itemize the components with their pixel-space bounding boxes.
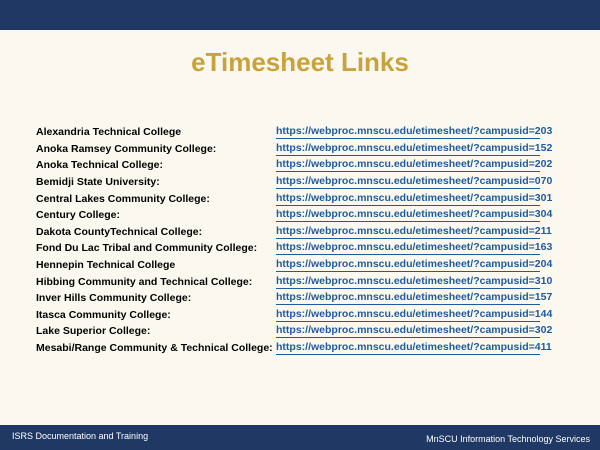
list-item xyxy=(36,224,552,241)
list-item xyxy=(36,141,553,158)
etimesheet-link[interactable]: https://webproc.mnscu.edu/etimesheet/?campusid=302 xyxy=(276,324,553,337)
etimesheet-link[interactable]: https://webproc.mnscu.edu/etimesheet/?campusid=411 xyxy=(276,341,552,354)
college-links-list xyxy=(36,124,553,356)
list-item xyxy=(36,174,553,191)
list-item xyxy=(36,307,553,324)
college-name: Alexandria Technical College xyxy=(36,126,182,139)
etimesheet-link[interactable]: https://webproc.mnscu.edu/etimesheet/?campusid=203 xyxy=(276,125,553,138)
footer-bar xyxy=(0,425,600,450)
etimesheet-link[interactable]: https://webproc.mnscu.edu/etimesheet/?campusid=070 xyxy=(276,175,553,188)
college-name: Dakota CountyTechnical College: xyxy=(36,225,203,238)
list-item xyxy=(36,240,553,257)
etimesheet-link[interactable]: https://webproc.mnscu.edu/etimesheet/?campusid=204 xyxy=(276,258,553,271)
etimesheet-link[interactable]: https://webproc.mnscu.edu/etimesheet/?campusid=211 xyxy=(276,224,552,237)
college-name: Mesabi/Range Community & Technical College: xyxy=(36,342,273,355)
college-name: Itasca Community College: xyxy=(36,308,171,321)
list-item xyxy=(36,290,553,307)
list-item xyxy=(36,323,553,340)
college-name: Hibbing Community and Technical College: xyxy=(36,275,253,288)
etimesheet-link[interactable]: https://webproc.mnscu.edu/etimesheet/?campusid=304 xyxy=(276,208,553,221)
list-item xyxy=(36,257,553,274)
list-item xyxy=(36,340,552,357)
list-item xyxy=(36,273,553,290)
etimesheet-link[interactable]: https://webproc.mnscu.edu/etimesheet/?campusid=310 xyxy=(276,274,553,287)
top-bar xyxy=(0,0,600,30)
etimesheet-link[interactable]: https://webproc.mnscu.edu/etimesheet/?campusid=152 xyxy=(276,141,553,154)
college-name: Lake Superior College: xyxy=(36,325,151,338)
college-name: Fond Du Lac Tribal and Community College: xyxy=(36,242,258,255)
college-name: Central Lakes Community College: xyxy=(36,192,210,205)
etimesheet-link[interactable]: https://webproc.mnscu.edu/etimesheet/?campusid=301 xyxy=(276,191,553,204)
college-name: Inver Hills Community College: xyxy=(36,292,192,305)
list-item xyxy=(36,157,553,174)
college-name: Bemidji State University: xyxy=(36,176,160,189)
college-name: Anoka Ramsey Community College: xyxy=(36,142,217,155)
etimesheet-link[interactable]: https://webproc.mnscu.edu/etimesheet/?campusid=202 xyxy=(276,158,553,171)
page-title: eTimesheet Links xyxy=(191,47,409,77)
list-item xyxy=(36,124,553,141)
list-item xyxy=(36,207,553,224)
etimesheet-link[interactable]: https://webproc.mnscu.edu/etimesheet/?campusid=144 xyxy=(276,307,553,320)
college-name: Hennepin Technical College xyxy=(36,259,176,272)
college-name: Century College: xyxy=(36,209,121,222)
college-name: Anoka Technical College: xyxy=(36,159,163,172)
etimesheet-link[interactable]: https://webproc.mnscu.edu/etimesheet/?campusid=157 xyxy=(276,291,553,304)
list-item xyxy=(36,190,553,207)
etimesheet-link[interactable]: https://webproc.mnscu.edu/etimesheet/?campusid=163 xyxy=(276,241,553,254)
footer-right-text: MnSCU Information Technology Services xyxy=(426,434,590,444)
footer-left-text: ISRS Documentation and Training xyxy=(12,431,149,441)
